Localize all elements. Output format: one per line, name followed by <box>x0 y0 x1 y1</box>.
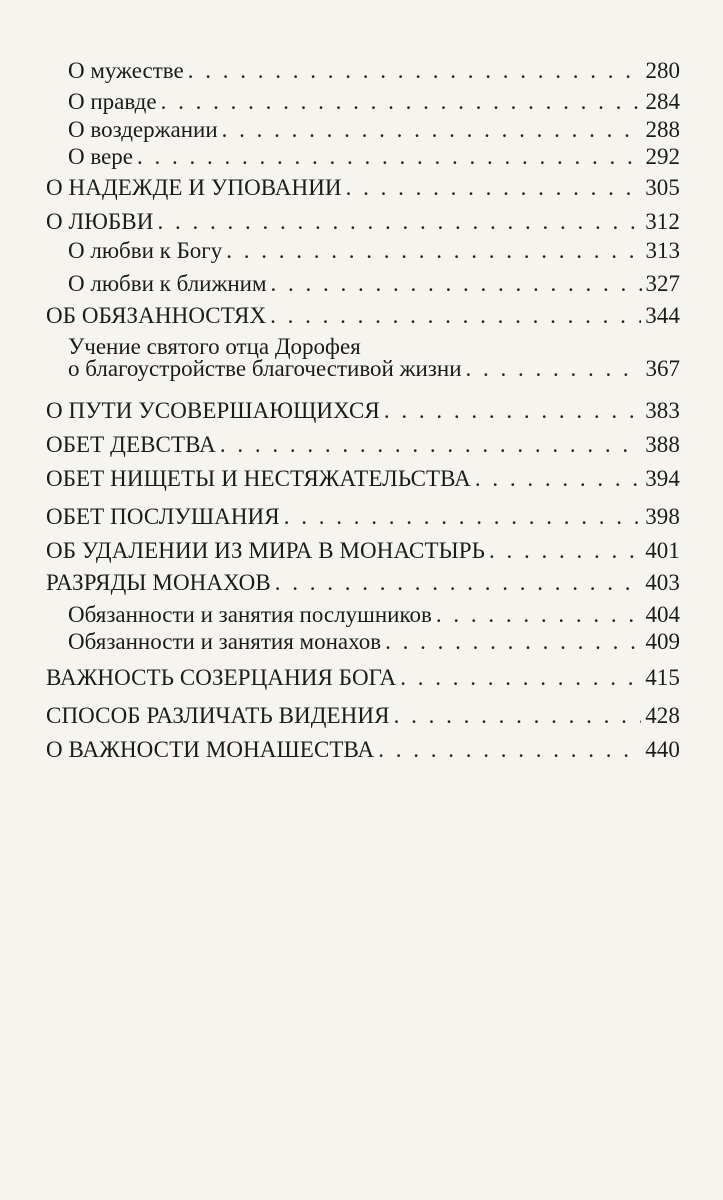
toc-entry-title: ОБЕТ ПОСЛУШАНИЯ <box>46 504 280 529</box>
toc-entry-page-number: 383 <box>645 398 680 423</box>
toc-entry-title: РАЗРЯДЫ МОНАХОВ <box>46 570 271 595</box>
toc-entry[interactable] <box>46 208 680 236</box>
toc-entry[interactable] <box>46 537 680 565</box>
toc-entry-page-number: 398 <box>645 504 680 529</box>
dot-leader <box>385 628 641 656</box>
toc-entry-title-line1: Учение святого отца Дорофея <box>68 334 361 359</box>
toc-entry-title: О НАДЕЖДЕ И УПОВАНИИ <box>46 175 342 200</box>
toc-entry-page-number: 401 <box>645 538 680 563</box>
toc-entry-page-number: 280 <box>645 58 680 83</box>
dot-leader <box>275 569 641 597</box>
toc-entry-title: Обязанности и занятия послушников <box>68 602 432 627</box>
toc-entry[interactable] <box>46 465 680 493</box>
toc-entry-title: СПОСОБ РАЗЛИЧАТЬ ВИДЕНИЯ <box>46 703 390 728</box>
toc-entry[interactable] <box>46 736 680 764</box>
toc-entry-title: О любви к ближним <box>68 271 267 296</box>
toc-entry[interactable] <box>46 503 680 531</box>
toc-entry[interactable] <box>68 270 680 298</box>
toc-entry-page-number: 404 <box>645 602 680 627</box>
toc-entry-page-number: 440 <box>645 737 680 762</box>
toc-entry-title: о благоустройстве благочестивой жизни <box>68 356 462 381</box>
dot-leader <box>137 143 641 171</box>
dot-leader <box>475 465 641 493</box>
toc-entry-title: О воздержании <box>68 117 218 142</box>
dot-leader <box>157 208 641 236</box>
toc-entry-page-number: 305 <box>645 175 680 200</box>
toc-entry-page-number: 312 <box>645 209 680 234</box>
dot-leader <box>466 355 642 383</box>
toc-entry-page-number: 409 <box>645 629 680 654</box>
toc-entry[interactable] <box>46 397 680 425</box>
dot-leader <box>436 601 642 629</box>
dot-leader <box>222 116 642 144</box>
dot-leader <box>384 397 641 425</box>
toc-entry[interactable] <box>46 174 680 202</box>
toc-entry[interactable] <box>68 116 680 144</box>
toc-entry[interactable] <box>46 702 680 730</box>
toc-entry[interactable] <box>68 237 680 265</box>
toc-entry-page-number: 313 <box>645 238 680 263</box>
dot-leader <box>220 431 641 459</box>
toc-entry-title: О мужестве <box>68 58 184 83</box>
toc-entry[interactable] <box>68 628 680 656</box>
dot-leader <box>378 736 641 764</box>
toc-entry-page-number: 327 <box>645 271 680 296</box>
toc-entry-page-number: 403 <box>645 570 680 595</box>
dot-leader <box>271 270 642 298</box>
dot-leader <box>346 174 642 202</box>
dot-leader <box>188 57 642 85</box>
toc-entry[interactable] <box>46 302 680 330</box>
toc-entry-title: ВАЖНОСТЬ СОЗЕРЦАНИЯ БОГА <box>46 665 397 690</box>
toc-entry-page-number: 292 <box>645 144 680 169</box>
dot-leader <box>400 664 641 692</box>
toc-entry-page-number: 284 <box>645 89 680 114</box>
toc-entry-page-number: 367 <box>645 356 680 381</box>
toc-entry-title: О вере <box>68 144 134 169</box>
dot-leader <box>394 702 642 730</box>
toc-entry-page-number: 415 <box>645 665 680 690</box>
toc-entry[interactable] <box>46 431 680 459</box>
toc-entry[interactable] <box>46 664 680 692</box>
toc-entry[interactable] <box>68 355 680 383</box>
toc-entry-page-number: 288 <box>645 117 680 142</box>
dot-leader <box>489 537 641 565</box>
toc-entry-title: ОБЕТ НИЩЕТЫ И НЕСТЯЖАТЕЛЬСТВА <box>46 466 471 491</box>
dot-leader <box>161 88 642 116</box>
toc-entry[interactable] <box>46 569 680 597</box>
toc-entry-title: О ВАЖНОСТИ МОНАШЕСТВА <box>46 737 375 762</box>
toc-entry-title: О правде <box>68 89 157 114</box>
toc-entry-page-number: 428 <box>645 703 680 728</box>
toc-entry[interactable] <box>68 57 680 85</box>
dot-leader <box>284 503 641 531</box>
toc-entry-title: ОБЕТ ДЕВСТВА <box>46 432 216 457</box>
toc-entry-page-number: 394 <box>645 466 680 491</box>
toc-entry-title: Обязанности и занятия монахов <box>68 629 382 654</box>
toc-entry-title: ОБ УДАЛЕНИИ ИЗ МИРА В МОНАСТЫРЬ <box>46 538 485 563</box>
toc-entry-title: О ПУТИ УСОВЕРШАЮЩИХСЯ <box>46 398 380 423</box>
toc-entry-page-number: 344 <box>645 303 680 328</box>
dot-leader <box>226 237 641 265</box>
toc-entry-title: О ЛЮБВИ <box>46 209 154 234</box>
toc-entry-page-number: 388 <box>645 432 680 457</box>
toc-entry[interactable] <box>68 601 680 629</box>
toc-entry-title: О любви к Богу <box>68 238 223 263</box>
toc-entry-title: ОБ ОБЯЗАННОСТЯХ <box>46 303 267 328</box>
toc-entry[interactable] <box>68 143 680 171</box>
toc-entry[interactable] <box>68 88 680 116</box>
dot-leader <box>270 302 641 330</box>
